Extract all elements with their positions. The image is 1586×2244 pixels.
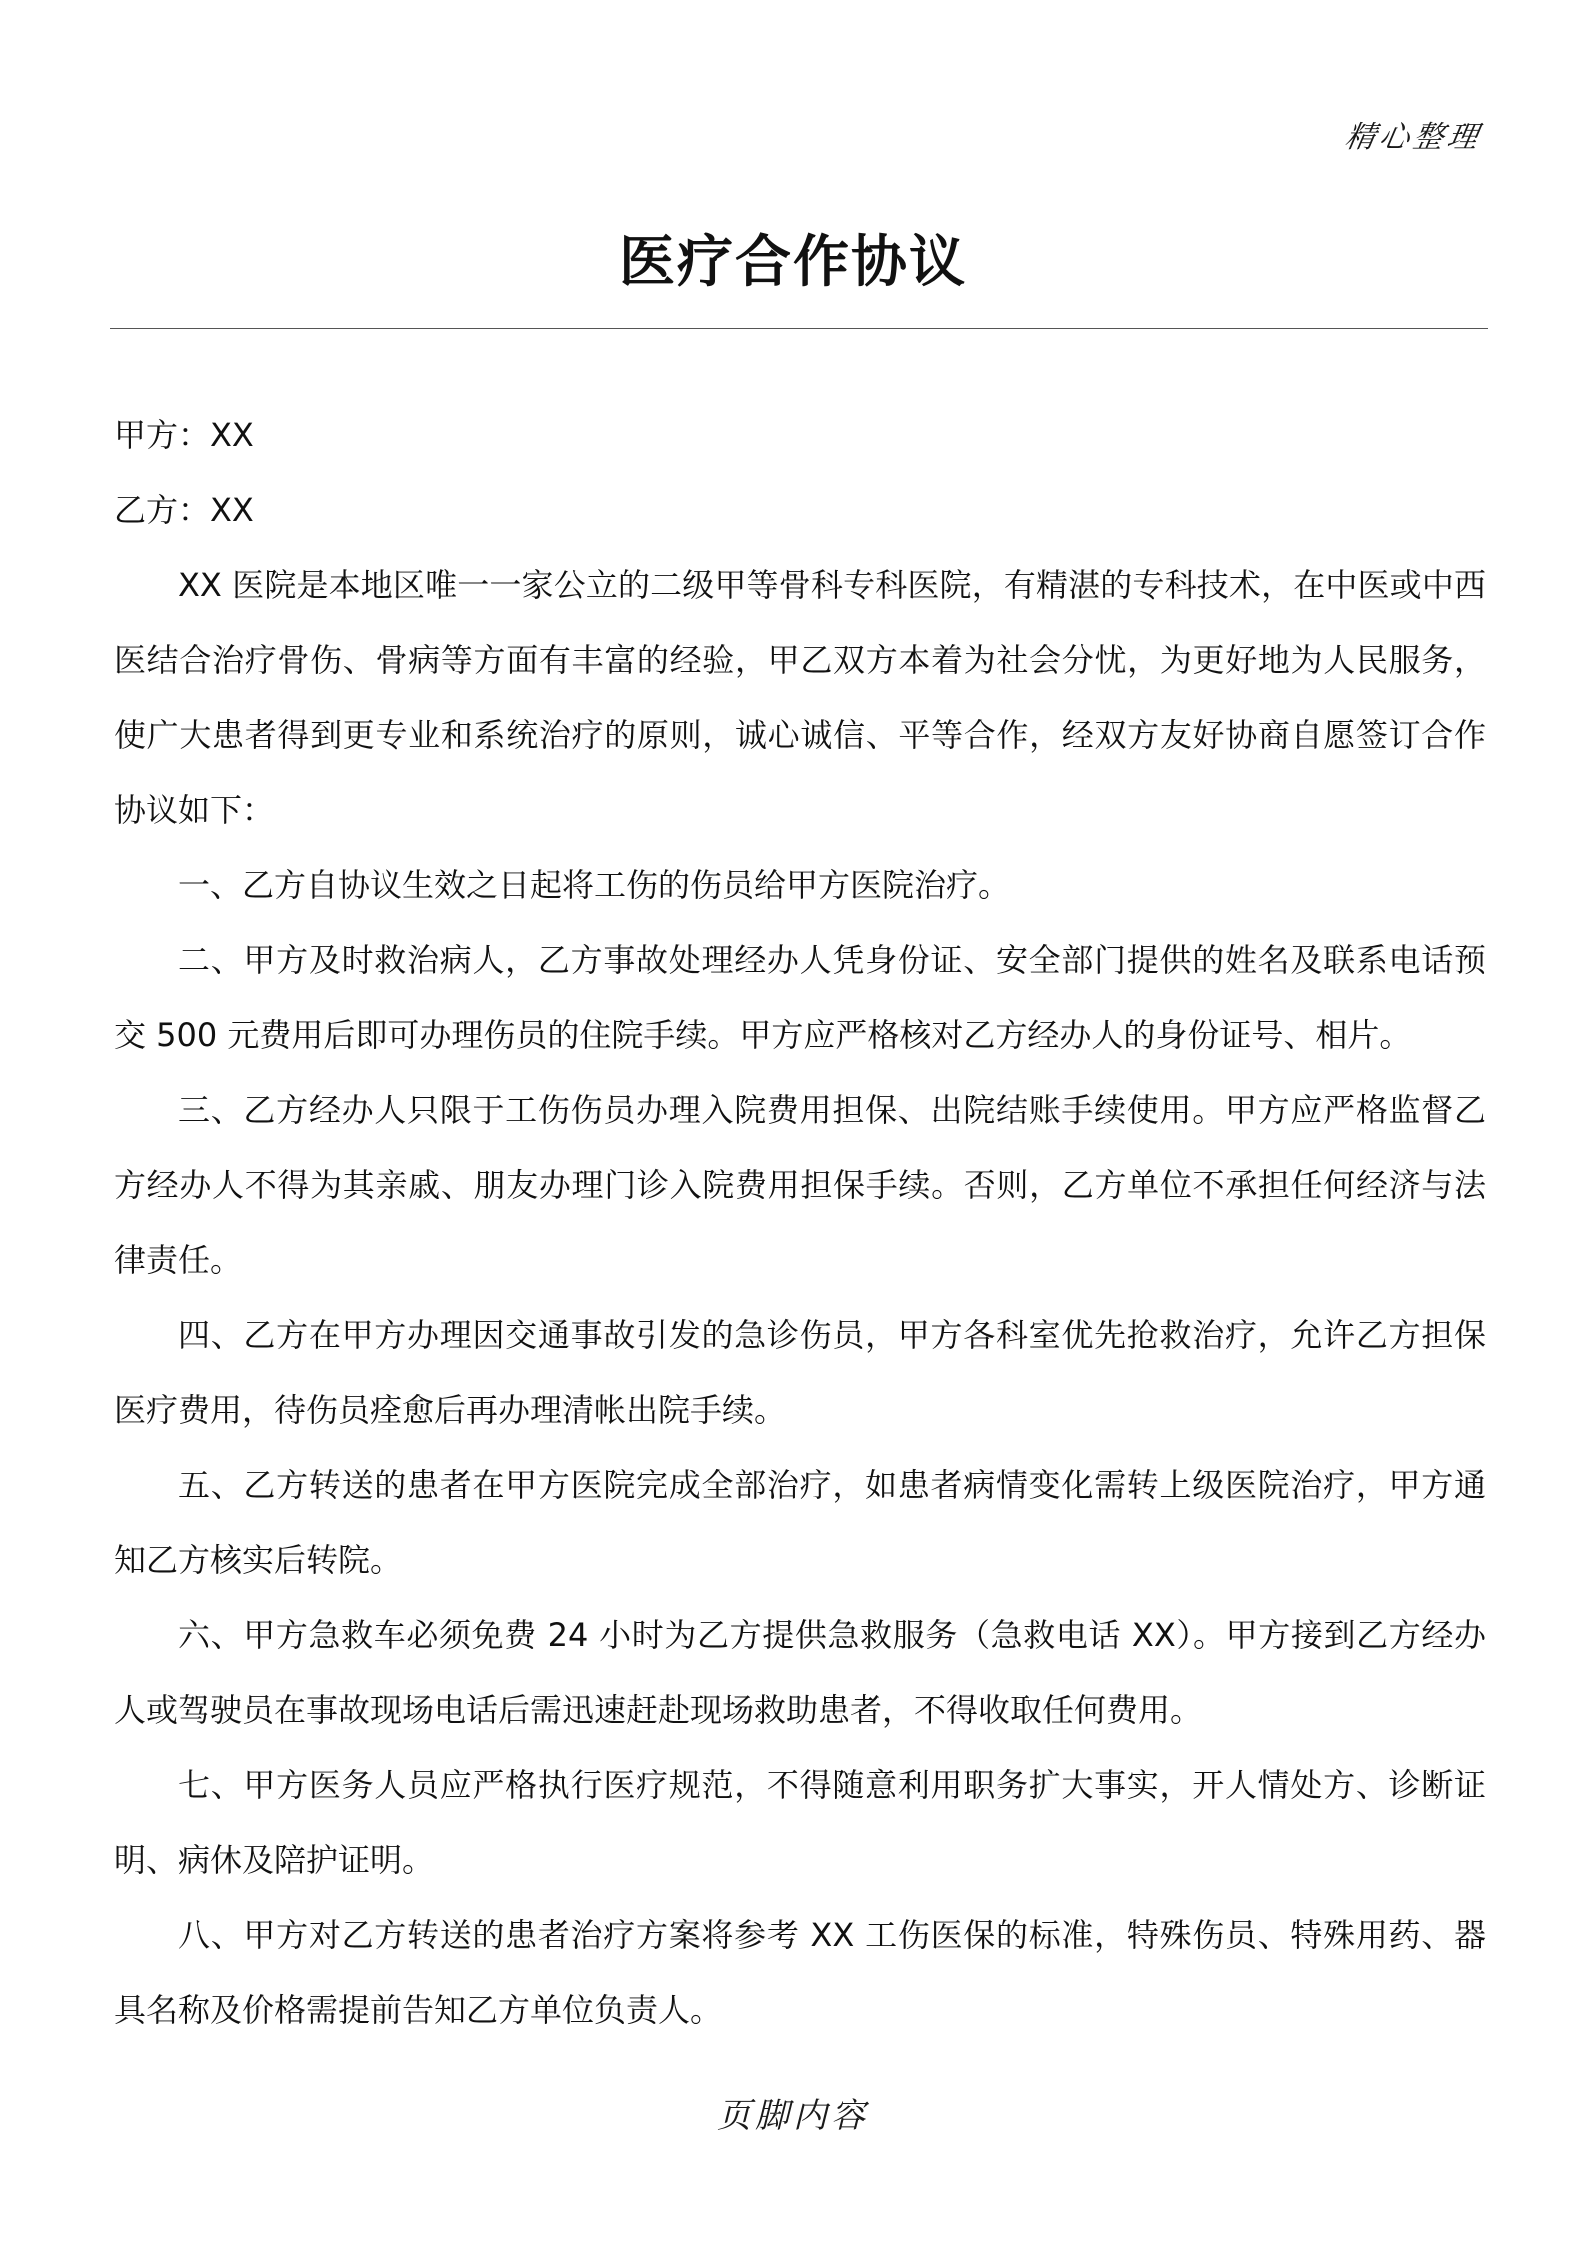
clause-3: 三、乙方经办人只限于工伤伤员办理入院费用担保、出院结账手续使用。甲方应严格监督乙方经办人不得为其亲戚、朋友办理门诊入院费用担保手续。否则，乙方单位不承担任何经济与法律责任。	[114, 1091, 1486, 1279]
party-b-line: 乙方：XX	[114, 491, 254, 529]
intro-paragraph: XX 医院是本地区唯一一家公立的二级甲等骨科专科医院，有精湛的专科技术，在中医或中西医结合治疗骨伤、骨病等方面有丰富的经验，甲乙双方本着为社会分忧，为更好地为人民服务，使广大患者得到更专业和系统治疗的原则，诚心诚信、平等合作，经双方友好协商自愿签订合作协议如下：	[114, 566, 1486, 829]
title-divider	[110, 328, 1488, 329]
document-title: 医疗合作协议	[619, 230, 967, 295]
header-handwritten-mark: 精心整理	[1342, 120, 1485, 155]
clause-6: 六、甲方急救车必须免费 24 小时为乙方提供急救服务（急救电话 XX）。甲方接到乙方经办人或驾驶员在事故现场电话后需迅速赶赴现场救助患者，不得收取任何费用。	[114, 1616, 1486, 1729]
clause-1: 一、乙方自协议生效之日起将工伤的伤员给甲方医院治疗。	[178, 866, 1011, 904]
clause-8: 八、甲方对乙方转送的患者治疗方案将参考 XX 工伤医保的标准，特殊伤员、特殊用药、器具名称及价格需提前告知乙方单位负责人。	[114, 1916, 1486, 2029]
document-body	[114, 398, 1486, 2048]
party-a-line: 甲方：XX	[114, 416, 254, 454]
clause-7: 七、甲方医务人员应严格执行医疗规范，不得随意利用职务扩大事实，开人情处方、诊断证明、病休及陪护证明。	[114, 1766, 1486, 1879]
clause-4: 四、乙方在甲方办理因交通事故引发的急诊伤员，甲方各科室优先抢救治疗，允许乙方担保医疗费用，待伤员痊愈后再办理清帐出院手续。	[114, 1316, 1486, 1429]
clause-5: 五、乙方转送的患者在甲方医院完成全部治疗，如患者病情变化需转上级医院治疗，甲方通知乙方核实后转院。	[114, 1466, 1486, 1579]
clause-2: 二、甲方及时救治病人，乙方事故处理经办人凭身份证、安全部门提供的姓名及联系电话预交 500 元费用后即可办理伤员的住院手续。甲方应严格核对乙方经办人的身份证号、相片。	[114, 941, 1486, 1054]
page-footer: 页脚内容	[717, 2096, 869, 2136]
